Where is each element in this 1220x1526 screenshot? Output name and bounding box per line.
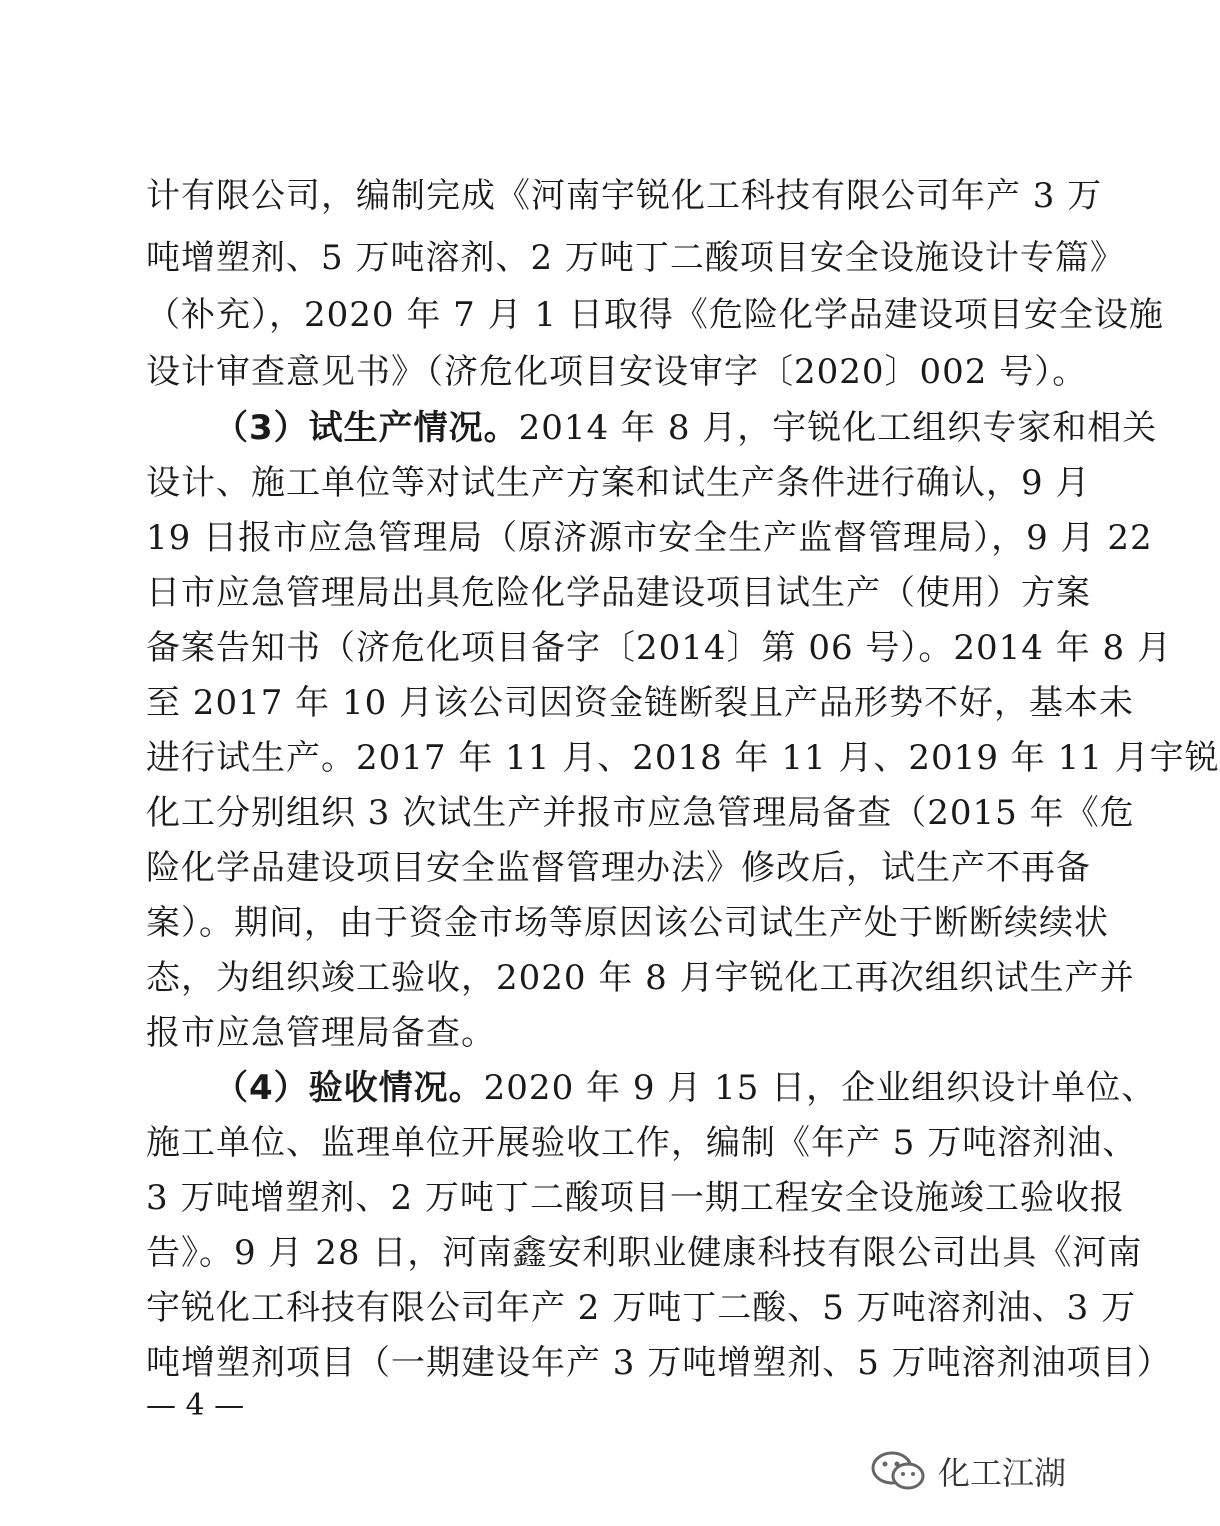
text-line-21: 宇锐化工科技有限公司年产 2 万吨丁二酸、5 万吨溶剂油、3 万: [146, 1288, 1137, 1328]
paragraph-4-text: 2020 年 9 月 15 日，企业组织设计单位、: [483, 1068, 1157, 1108]
text-line-13: 险化学品建设项目安全监督管理办法》修改后，试生产不再备: [146, 848, 1091, 888]
paragraph-3-heading: （3）试生产情况。: [214, 408, 519, 448]
text-line-2: 吨增塑剂、5 万吨溶剂、2 万吨丁二酸项目安全设施设计专篇》: [146, 238, 1125, 278]
page-number: — 4 —: [146, 1388, 245, 1423]
text-line-9: 备案告知书（济危化项目备字〔2014〕第 06 号）。2014 年 8 月: [146, 628, 1172, 668]
text-line-12: 化工分别组织 3 次试生产并报市应急管理局备查（2015 年《危: [146, 793, 1135, 833]
text-line-4: 设计审查意见书》（济危化项目安设审字〔2020〕002 号）。: [146, 352, 1088, 392]
text-line-11: 进行试生产。2017 年 11 月、2018 年 11 月、2019 年 11 月宇锐: [146, 738, 1220, 778]
text-line-1: 计有限公司，编制完成《河南宇锐化工科技有限公司年产 3 万: [146, 176, 1103, 216]
text-line-14: 案）。期间，由于资金市场等原因该公司试生产处于断断续续状: [146, 903, 1109, 943]
text-line-16: 报市应急管理局备查。: [146, 1013, 496, 1053]
watermark-label: 化工江湖: [938, 1454, 1067, 1492]
text-line-3: （补充），2020 年 7 月 1 日取得《危险化学品建设项目安全设施: [146, 295, 1164, 335]
text-line-22: 吨增塑剂项目（一期建设年产 3 万吨增塑剂、5 万吨溶剂油项目）: [146, 1343, 1172, 1383]
wechat-icon: [868, 1449, 930, 1493]
text-line-18: 施工单位、监理单位开展验收工作，编制《年产 5 万吨溶剂油、: [146, 1123, 1138, 1163]
text-line-20: 告》。9 月 28 日，河南鑫安利职业健康科技有限公司出具《河南: [146, 1233, 1143, 1273]
watermark: [868, 1448, 1066, 1494]
text-line-15: 态，为组织竣工验收，2020 年 8 月宇锐化工再次组织试生产并: [146, 958, 1135, 998]
paragraph-4-first-line: [214, 1068, 1157, 1108]
text-line-7: 19 日报市应急管理局（原济源市安全生产监督管理局），9 月 22: [146, 518, 1153, 558]
paragraph-3-text: 2014 年 8 月，宇锐化工组织专家和相关: [518, 408, 1158, 448]
paragraph-4-heading: （4）验收情况。: [214, 1068, 484, 1108]
text-line-19: 3 万吨增塑剂、2 万吨丁二酸项目一期工程安全设施竣工验收报: [146, 1178, 1125, 1218]
text-line-6: 设计、施工单位等对试生产方案和试生产条件进行确认，9 月: [146, 463, 1091, 503]
text-line-8: 日市应急管理局出具危险化学品建设项目试生产（使用）方案: [146, 573, 1091, 613]
text-line-10: 至 2017 年 10 月该公司因资金链断裂且产品形势不好，基本未: [146, 683, 1135, 723]
paragraph-3-first-line: [214, 408, 1158, 448]
